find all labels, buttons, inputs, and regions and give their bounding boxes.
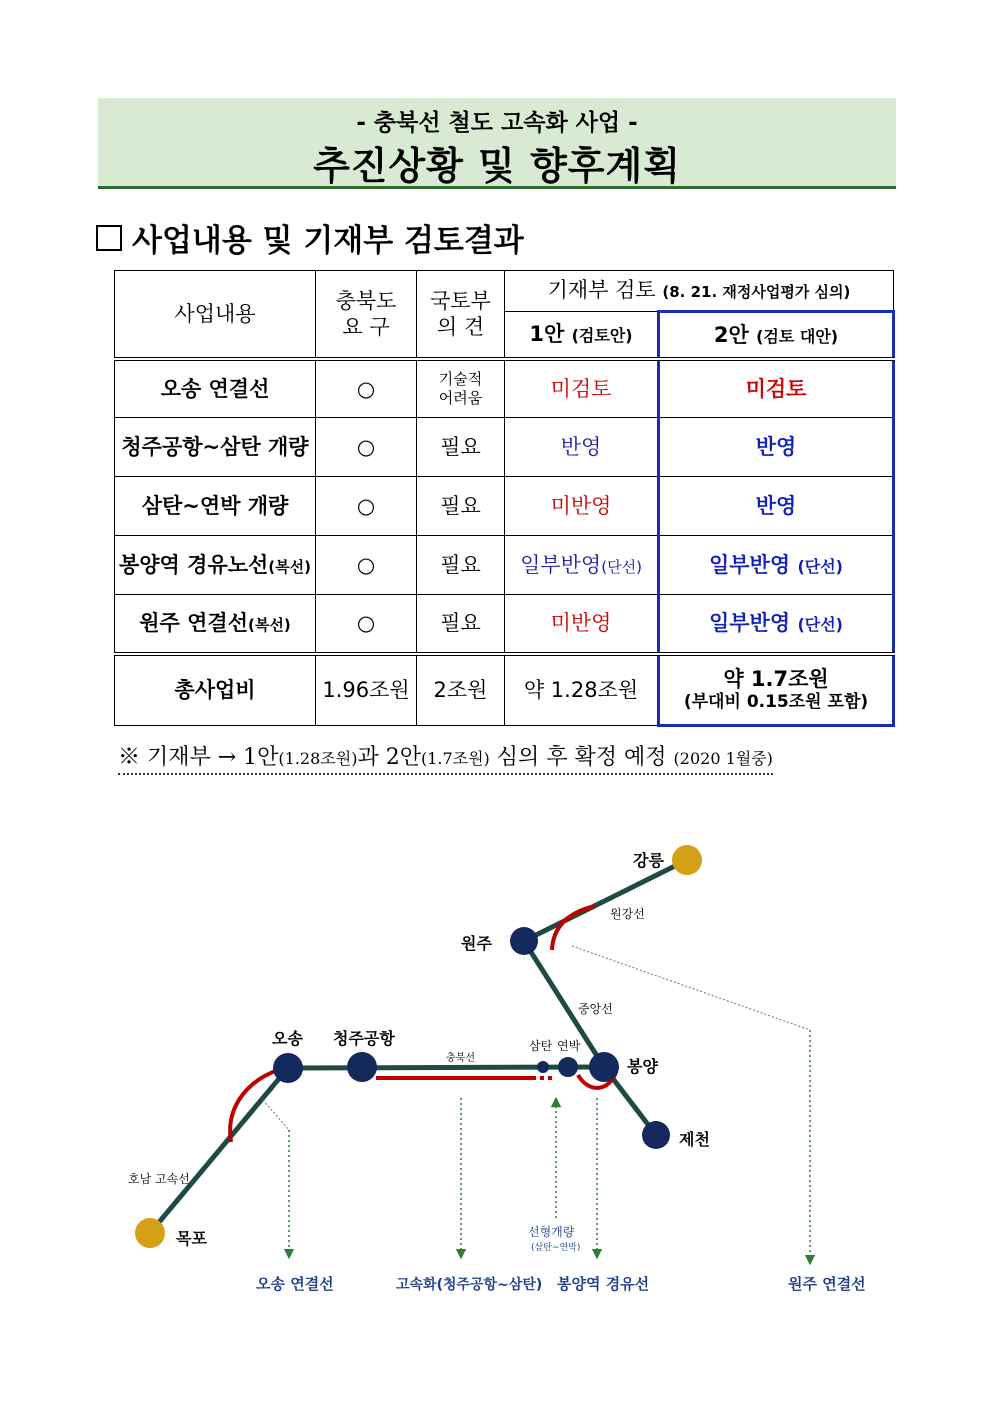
header-molit: 국토부 의 견	[417, 271, 505, 359]
wongang-line	[524, 860, 687, 941]
table-row: 삼탄~연박 개량 ○ 필요 미반영 반영	[115, 477, 894, 536]
label-speedup: 고속화(청주공항~삼탄)	[396, 1277, 543, 1293]
label-mokpo: 목포	[176, 1229, 207, 1248]
header-plan1: 1안 (검토안)	[505, 312, 659, 359]
label-chungbuk-line: 충북선	[446, 1053, 475, 1064]
checkbox-square-icon	[96, 225, 122, 251]
mokpo-station	[135, 1218, 165, 1248]
wonju-station	[510, 927, 538, 955]
label-osong-link: 오송 연결선	[256, 1275, 334, 1293]
table-row: 봉양역 경유노선(복선) ○ 필요 일부반영(단선) 일부반영 (단선)	[115, 536, 894, 595]
banner-subtitle: - 충북선 철도 고속화 사업 -	[356, 110, 638, 136]
label-cheongju-airport: 청주공항	[333, 1029, 395, 1048]
label-curve-fix: 선형개량	[528, 1225, 575, 1239]
molit-cell: 기술적 어려움	[417, 359, 505, 418]
samtan-station	[537, 1061, 549, 1073]
title-banner	[98, 98, 896, 189]
section-title: 사업내용 및 기재부 검토결과	[132, 223, 524, 259]
label-osong: 오송	[272, 1029, 303, 1048]
header-project: 사업내용	[115, 271, 316, 359]
label-wonju-link: 원주 연결선	[788, 1275, 866, 1293]
table-row: 오송 연결선 ○ 기술적 어려움 미검토 미검토	[115, 359, 894, 418]
header-chungbuk: 충북도 요 구	[316, 271, 417, 359]
footnote: ※ 기재부 → 1안(1.28조원)과 2안(1.7조원) 심의 후 확정 예정 (2020 1월중)	[118, 740, 773, 775]
label-curve-fix-note: (삼탄~연박)	[531, 1243, 581, 1253]
yeonbak-station	[558, 1057, 578, 1077]
section-heading	[96, 215, 524, 260]
bongyang-station	[589, 1052, 619, 1082]
wonju-link-curve	[552, 906, 595, 950]
label-bongyang-route: 봉양역 경유선	[557, 1275, 650, 1293]
label-jungang-line: 중앙선	[578, 1002, 613, 1016]
honam-line	[150, 1068, 288, 1233]
header-mof: 기재부 검토 (8. 21. 재정사업평가 심의)	[505, 271, 894, 312]
label-samtan: 삼탄	[529, 1039, 553, 1053]
route-map	[0, 800, 992, 1320]
table-row: 원주 연결선(복선) ○ 필요 미반영 일부반영 (단선)	[115, 595, 894, 654]
label-jecheon: 제천	[679, 1130, 710, 1149]
label-gangneung: 강릉	[633, 851, 664, 870]
header-plan2: 2안 (검토 대안)	[659, 312, 894, 359]
label-bongyang: 봉양	[627, 1057, 658, 1076]
label-honam-line: 호남 고속선	[128, 1172, 190, 1186]
jecheon-station	[642, 1121, 670, 1149]
label-wonju: 원주	[461, 934, 492, 953]
cheongju-airport-station	[347, 1052, 377, 1082]
table-row: 청주공항~삼탄 개량 ○ 필요 반영 반영	[115, 418, 894, 477]
chungbuk-line	[288, 1067, 604, 1068]
osong-station	[273, 1053, 303, 1083]
banner-title: 추진상황 및 향후계획	[313, 144, 681, 188]
label-yeonbak: 연박	[557, 1039, 581, 1053]
gangneung-station	[672, 845, 702, 875]
label-wongang-line: 원강선	[610, 907, 645, 921]
total-row: 총사업비 1.96조원 2조원 약 1.28조원 약 1.7조원 (부대비 0.15조원 포함)	[115, 654, 894, 726]
review-table	[114, 270, 895, 727]
